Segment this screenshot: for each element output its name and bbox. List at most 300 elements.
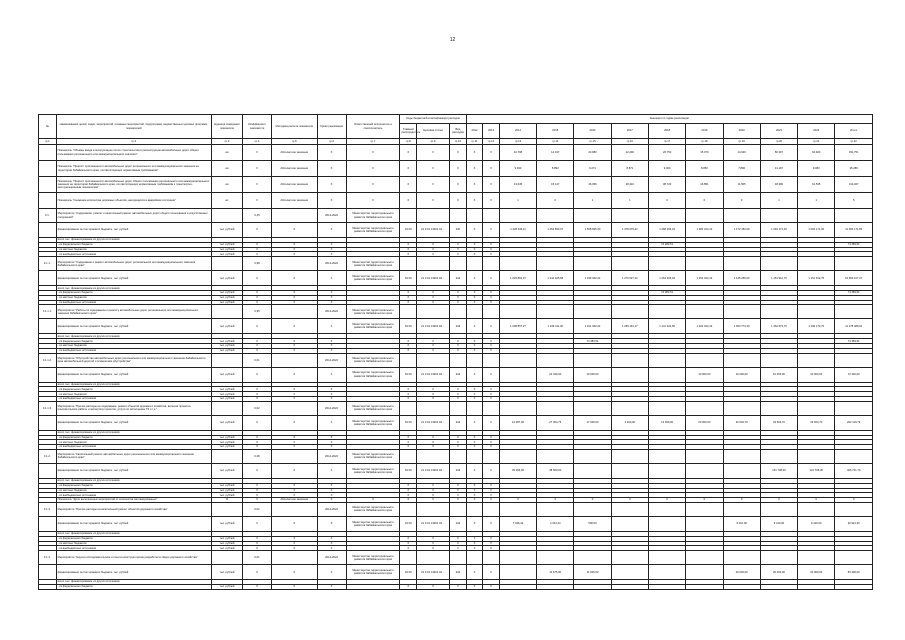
- col-year-1: 2013: [483, 124, 500, 139]
- table-cell: 26,750: [648, 145, 685, 161]
- table-cell: [648, 353, 685, 367]
- table-cell: X: [400, 193, 417, 209]
- table-cell: тыс. рублей: [211, 387, 242, 392]
- table-cell: 1 008 857,27: [499, 319, 536, 334]
- table-cell: [499, 367, 536, 382]
- table-cell: X: [243, 516, 272, 531]
- col-bcode-1: Целевая статья: [417, 124, 450, 139]
- table-cell: 04 09: [400, 565, 417, 580]
- table-cell: X: [272, 440, 318, 445]
- table-cell: [798, 584, 835, 589]
- table-cell: X: [483, 541, 500, 546]
- table-cell: X: [483, 493, 500, 498]
- table-cell: Абсолютное значение: [272, 193, 318, 209]
- table-cell: X: [417, 541, 450, 546]
- table-cell: X: [272, 415, 318, 430]
- table-cell: X: [466, 488, 483, 493]
- table-cell: [272, 449, 318, 463]
- table-cell: X: [450, 445, 467, 450]
- index-cell: гр.5: [272, 139, 318, 145]
- table-cell: км: [211, 161, 242, 177]
- table-cell: X: [483, 295, 500, 300]
- table-cell: 0: [723, 193, 760, 209]
- table-cell: [346, 584, 400, 589]
- table-cell: [574, 502, 611, 516]
- index-cell: гр.1: [39, 139, 57, 145]
- table-cell: [835, 209, 873, 223]
- table-cell: 21 0 01 13201 04 ...: [417, 271, 450, 286]
- table-cell: X: [243, 367, 272, 382]
- row-name-cell: - из федерального бюджета: [56, 290, 211, 295]
- table-cell: [611, 449, 648, 463]
- table-cell: [272, 401, 318, 415]
- table-cell: 80,397: [760, 145, 797, 161]
- table-cell: X: [483, 546, 500, 551]
- table-cell: [499, 209, 536, 223]
- table-cell: 10 000,00: [723, 367, 760, 382]
- table-cell: X: [400, 488, 417, 493]
- table-cell: X: [466, 177, 483, 193]
- table-cell: X: [450, 348, 467, 353]
- table-cell: 10 000,00: [760, 367, 797, 382]
- table-cell: X: [272, 445, 318, 450]
- row-name-cell: - из местных бюджетов: [56, 541, 211, 546]
- row-name-cell: - из федерального бюджета: [56, 483, 211, 488]
- table-cell: X: [317, 516, 346, 531]
- table-cell: X: [243, 177, 272, 193]
- table-cell: X: [317, 295, 346, 300]
- table-cell: X: [450, 161, 467, 177]
- table-cell: X: [272, 483, 318, 488]
- table-cell: X: [346, 161, 400, 177]
- table-cell: [611, 353, 648, 367]
- table-cell: 314,467: [835, 177, 873, 193]
- table-cell: 48,396: [760, 177, 797, 193]
- table-cell: [723, 209, 760, 223]
- table-row: [39, 161, 873, 177]
- table-cell: X: [243, 252, 272, 257]
- row-name-cell: финансирование за счет краевого бюджета, тыс. рублей: [56, 565, 211, 580]
- table-cell: [611, 502, 648, 516]
- row-name-cell: - из федерального бюджета: [56, 339, 211, 344]
- table-row: [39, 463, 873, 478]
- table-cell: X: [272, 348, 318, 353]
- table-cell: 1 339 332,24: [574, 271, 611, 286]
- table-cell: Министерство территориального развития Забайкальского края: [346, 257, 400, 271]
- table-cell: X: [272, 319, 318, 334]
- table-cell: X: [483, 161, 500, 177]
- table-cell: X: [483, 343, 500, 348]
- col-year-4: 2016: [574, 124, 611, 139]
- table-cell: 1: [798, 193, 835, 209]
- table-cell: 0: [648, 193, 685, 209]
- index-cell: гр.20: [760, 139, 797, 145]
- table-cell: 11,505: [723, 177, 760, 193]
- table-cell: X: [450, 387, 467, 392]
- table-cell: 10 000,00: [686, 367, 723, 382]
- table-cell: X: [400, 343, 417, 348]
- table-cell: 1 462 673,70: [760, 319, 797, 334]
- table-cell: [483, 353, 500, 367]
- table-row: [39, 415, 873, 430]
- table-cell: [798, 401, 835, 415]
- table-cell: X: [317, 161, 346, 177]
- table-cell: X: [466, 223, 483, 238]
- table-cell: 0,02: [243, 502, 272, 516]
- table-cell: 33 604,70: [760, 415, 797, 430]
- table-cell: X: [483, 177, 500, 193]
- table-cell: X: [466, 541, 483, 546]
- table-cell: [272, 353, 318, 367]
- table-cell: X: [483, 392, 500, 397]
- row-name-cell: Мероприятие "Научно-исследовательские и опытно-конструкторские разработки в сфере дорожного хозяйства": [56, 551, 211, 565]
- table-cell: X: [483, 242, 500, 247]
- table-cell: X: [317, 145, 346, 161]
- table-cell: 0,01: [243, 551, 272, 565]
- table-cell: 1 029 862,37: [499, 271, 536, 286]
- row-name-cell: Мероприятие "Прочие расходы на содержание, ремонт объектов дорожного хозяйства, включая проектно-изыскательские работы и экспертизу проектов, услуги по исполнению ТЗ и т.д.": [56, 401, 211, 415]
- table-cell: X: [317, 498, 346, 503]
- table-cell: X: [272, 242, 318, 247]
- table-cell: [483, 502, 500, 516]
- table-cell: X: [450, 498, 467, 503]
- table-cell: [648, 516, 685, 531]
- table-cell: X: [243, 396, 272, 401]
- table-cell: Министерство территориального развития Забайкальского края: [346, 449, 400, 463]
- table-cell: 0,98: [243, 257, 272, 271]
- table-cell: 3.1.1.1.: [39, 305, 57, 319]
- table-cell: X: [450, 488, 467, 493]
- table-cell: X: [450, 339, 467, 344]
- table-cell: [537, 551, 574, 565]
- row-name-cell: всего тыс. финансирование из других источников: [56, 286, 211, 291]
- table-cell: X: [450, 536, 467, 541]
- table-cell: [574, 209, 611, 223]
- table-cell: 9,271: [574, 161, 611, 177]
- table-cell: X: [483, 348, 500, 353]
- table-cell: [686, 584, 723, 589]
- table-cell: X: [243, 488, 272, 493]
- row-name-cell: - из местных бюджетов: [56, 440, 211, 445]
- table-cell: Министерство территориального развития Забайкальского края: [346, 415, 400, 430]
- table-cell: тыс. рублей: [211, 252, 242, 257]
- table-cell: X: [317, 252, 346, 257]
- table-cell: [39, 271, 57, 286]
- table-cell: X: [400, 435, 417, 440]
- table-cell: X: [243, 319, 272, 334]
- table-cell: тыс. рублей: [211, 319, 242, 334]
- table-cell: тыс. рублей: [211, 565, 242, 580]
- table-cell: 2014-2022: [317, 305, 346, 319]
- table-cell: [835, 305, 873, 319]
- col-year-10: 2022: [798, 124, 835, 139]
- table-cell: [686, 353, 723, 367]
- table-row: [39, 551, 873, 565]
- table-cell: [537, 353, 574, 367]
- table-cell: X: [243, 493, 272, 498]
- table-cell: 8,850: [686, 161, 723, 177]
- table-cell: 1: [760, 193, 797, 209]
- table-cell: тыс. рублей: [211, 343, 242, 348]
- table-cell: 0: [723, 498, 760, 503]
- row-name-cell: финансирование за счет краевого бюджета, тыс. рублей: [56, 463, 211, 478]
- table-cell: X: [483, 415, 500, 430]
- index-cell: гр.2: [56, 139, 211, 145]
- table-cell: [835, 584, 873, 589]
- table-cell: 0: [611, 498, 648, 503]
- table-cell: X: [450, 193, 467, 209]
- index-cell: гр.9: [417, 139, 450, 145]
- table-cell: [211, 209, 242, 223]
- table-row: [39, 193, 873, 209]
- row-name-cell: финансирование за счет краевого бюджета, тыс. рублей: [56, 516, 211, 531]
- table-cell: тыс. рублей: [211, 483, 242, 488]
- table-cell: [499, 401, 536, 415]
- table-cell: 3.1.1.: [39, 257, 57, 271]
- table-cell: [574, 401, 611, 415]
- table-cell: 1 063 773,30: [723, 319, 760, 334]
- table-cell: X: [450, 483, 467, 488]
- col-term: Сроки реализации: [317, 115, 346, 139]
- table-cell: 1 228 336,11: [499, 223, 536, 238]
- table-cell: [835, 401, 873, 415]
- table-cell: X: [400, 546, 417, 551]
- row-name-cell: финансирование за счет краевого бюджета, тыс. рублей: [56, 319, 211, 334]
- table-cell: 131 708,30: [798, 463, 835, 478]
- table-cell: X: [417, 177, 450, 193]
- table-cell: 1 268 266,04: [648, 223, 685, 238]
- table-cell: [835, 502, 873, 516]
- table-cell: 22 440,00: [537, 367, 574, 382]
- table-cell: X: [272, 536, 318, 541]
- table-cell: X: [466, 463, 483, 478]
- table-cell: 1: [611, 193, 648, 209]
- table-cell: [648, 401, 685, 415]
- table-cell: 21 0 01 13201 04 ...: [417, 463, 450, 478]
- table-cell: [574, 305, 611, 319]
- table-cell: 240: [450, 223, 467, 238]
- table-cell: 10 654 107,27: [835, 271, 873, 286]
- table-cell: Министерство территориального развития Забайкальского края: [346, 319, 400, 334]
- table-cell: X: [450, 300, 467, 305]
- table-cell: X: [417, 584, 450, 589]
- table-cell: [499, 257, 536, 271]
- table-cell: X: [272, 247, 318, 252]
- table-cell: X: [272, 546, 318, 551]
- row-name-cell: Показатель "Объемы ввода в эксплуатацию после строительства и реконструкции автомобильных дорог общего пользования регионального или межмуниципального значения": [56, 145, 211, 161]
- table-cell: X: [466, 348, 483, 353]
- table-cell: 1 145 256,00: [723, 271, 760, 286]
- index-cell: гр.17: [648, 139, 685, 145]
- table-cell: X: [243, 565, 272, 580]
- table-cell: 243: [450, 516, 467, 531]
- table-cell: [483, 305, 500, 319]
- table-cell: [537, 449, 574, 463]
- table-row: [39, 367, 873, 382]
- table-cell: [835, 551, 873, 565]
- table-cell: [211, 449, 242, 463]
- table-cell: [611, 516, 648, 531]
- table-cell: X: [466, 440, 483, 445]
- table-cell: X: [450, 392, 467, 397]
- table-cell: X: [243, 584, 272, 589]
- table-row: [39, 319, 873, 334]
- table-cell: 13,645: [499, 177, 536, 193]
- index-cell: гр.4: [243, 139, 272, 145]
- table-cell: X: [417, 290, 450, 295]
- table-cell: [466, 353, 483, 367]
- table-cell: X: [243, 242, 272, 247]
- table-cell: X: [317, 536, 346, 541]
- table-cell: [417, 449, 450, 463]
- table-cell: X: [466, 493, 483, 498]
- table-cell: X: [417, 445, 450, 450]
- table-cell: X: [483, 271, 500, 286]
- table-cell: X: [272, 252, 318, 257]
- table-cell: 10 000,00: [574, 367, 611, 382]
- table-cell: [483, 449, 500, 463]
- table-cell: X: [243, 193, 272, 209]
- table-cell: [417, 401, 450, 415]
- table-cell: 1 282 344,13: [686, 223, 723, 238]
- table-cell: 21 0 01 13201 04 ...: [417, 367, 450, 382]
- table-cell: [537, 401, 574, 415]
- table-cell: X: [243, 387, 272, 392]
- table-cell: X: [466, 536, 483, 541]
- table-cell: X: [417, 247, 450, 252]
- table-cell: тыс. рублей: [211, 348, 242, 353]
- table-cell: [400, 551, 417, 565]
- table-cell: X: [417, 193, 450, 209]
- table-cell: [611, 584, 648, 589]
- table-cell: X: [417, 392, 450, 397]
- table-cell: X: [466, 271, 483, 286]
- table-cell: X: [417, 488, 450, 493]
- table-cell: [400, 209, 417, 223]
- table-cell: 46,359: [574, 177, 611, 193]
- table-cell: 14,620: [723, 145, 760, 161]
- table-cell: X: [483, 435, 500, 440]
- table-cell: X: [317, 435, 346, 440]
- table-cell: 1 094 171,00: [798, 223, 835, 238]
- table-cell: [537, 584, 574, 589]
- table-cell: тыс. рублей: [211, 440, 242, 445]
- table-cell: [466, 209, 483, 223]
- table-cell: X: [417, 546, 450, 551]
- table-cell: [798, 551, 835, 565]
- index-cell: гр.19: [723, 139, 760, 145]
- table-cell: 500,00: [574, 516, 611, 531]
- col-coef: Коэффициент значимости: [243, 115, 272, 139]
- col-bcode-2: Вид расходов: [450, 124, 467, 139]
- table-cell: X: [417, 295, 450, 300]
- table-cell: 32 604,70: [723, 415, 760, 430]
- table-cell: X: [272, 367, 318, 382]
- row-name-cell: всего тыс. финансирование из других источников: [56, 430, 211, 435]
- table-cell: 243: [450, 319, 467, 334]
- table-cell: X: [243, 483, 272, 488]
- table-cell: X: [483, 223, 500, 238]
- table-cell: Министерство территориального развития Забайкальского края: [346, 209, 400, 223]
- table-cell: X: [483, 483, 500, 488]
- table-cell: 39 066,96: [499, 463, 536, 478]
- table-cell: [723, 502, 760, 516]
- table-cell: [574, 353, 611, 367]
- table-cell: 04 09: [400, 463, 417, 478]
- table-cell: [272, 257, 318, 271]
- table-cell: [483, 401, 500, 415]
- row-name-cell: финансирование за счет краевого бюджета, тыс. рублей: [56, 415, 211, 430]
- col-bcode-group: Коды бюджетной классификации расходов: [400, 115, 466, 124]
- table-cell: X: [466, 565, 483, 580]
- table-cell: X: [400, 339, 417, 344]
- table-cell: [499, 565, 536, 580]
- table-cell: 0,95: [243, 305, 272, 319]
- table-cell: 21 0 01 13201 04 ...: [417, 565, 450, 580]
- table-cell: [648, 449, 685, 463]
- table-cell: X: [317, 387, 346, 392]
- table-cell: X: [272, 339, 318, 344]
- table-cell: X: [317, 242, 346, 247]
- row-name-cell: Показатель "Доля выполненных мероприятий от количества запланированных": [56, 498, 211, 503]
- table-cell: [686, 257, 723, 271]
- table-cell: [574, 257, 611, 271]
- table-cell: [450, 449, 467, 463]
- table-cell: Министерство территориального развития Забайкальского края: [346, 516, 400, 531]
- table-cell: X: [466, 161, 483, 177]
- table-cell: X: [450, 247, 467, 252]
- table-cell: км: [211, 145, 242, 161]
- table-cell: 244: [450, 367, 467, 382]
- table-cell: X: [272, 541, 318, 546]
- table-cell: 62,923: [798, 145, 835, 161]
- table-cell: 0: [760, 498, 797, 503]
- table-cell: [648, 463, 685, 478]
- table-cell: X: [317, 300, 346, 305]
- table-cell: X: [483, 516, 500, 531]
- table-cell: 9,000: [648, 161, 685, 177]
- table-cell: 41,197: [760, 161, 797, 177]
- table-cell: 14,197: [537, 145, 574, 161]
- table-cell: X: [466, 343, 483, 348]
- table-cell: [400, 449, 417, 463]
- table-cell: 1 378 079,22: [611, 223, 648, 238]
- table-cell: X: [450, 145, 467, 161]
- row-name-cell: - из местных бюджетов: [56, 295, 211, 300]
- table-cell: Абсолютное значение: [272, 498, 318, 503]
- table-cell: X: [483, 247, 500, 252]
- table-cell: [835, 449, 873, 463]
- table-cell: X: [483, 145, 500, 161]
- table-cell: X: [450, 343, 467, 348]
- table-cell: тыс. рублей: [211, 290, 242, 295]
- table-cell: 9 410,00: [723, 516, 760, 531]
- table-cell: 11 625,00: [574, 565, 611, 580]
- table-cell: 0: [499, 498, 536, 503]
- table-cell: X: [272, 392, 318, 397]
- table-cell: [39, 463, 57, 478]
- table-cell: [648, 367, 685, 382]
- table-cell: 74 383,51: [835, 290, 873, 295]
- table-cell: тыс. рублей: [211, 536, 242, 541]
- table-cell: [611, 565, 648, 580]
- table-cell: 1 270 627,10: [611, 271, 648, 286]
- table-cell: X: [417, 339, 450, 344]
- table-cell: Министерство территориального развития Забайкальского края: [346, 271, 400, 286]
- table-cell: 21 0 01 13201 04 ...: [417, 223, 450, 238]
- table-cell: тыс. рублей: [211, 415, 242, 430]
- table-cell: X: [450, 493, 467, 498]
